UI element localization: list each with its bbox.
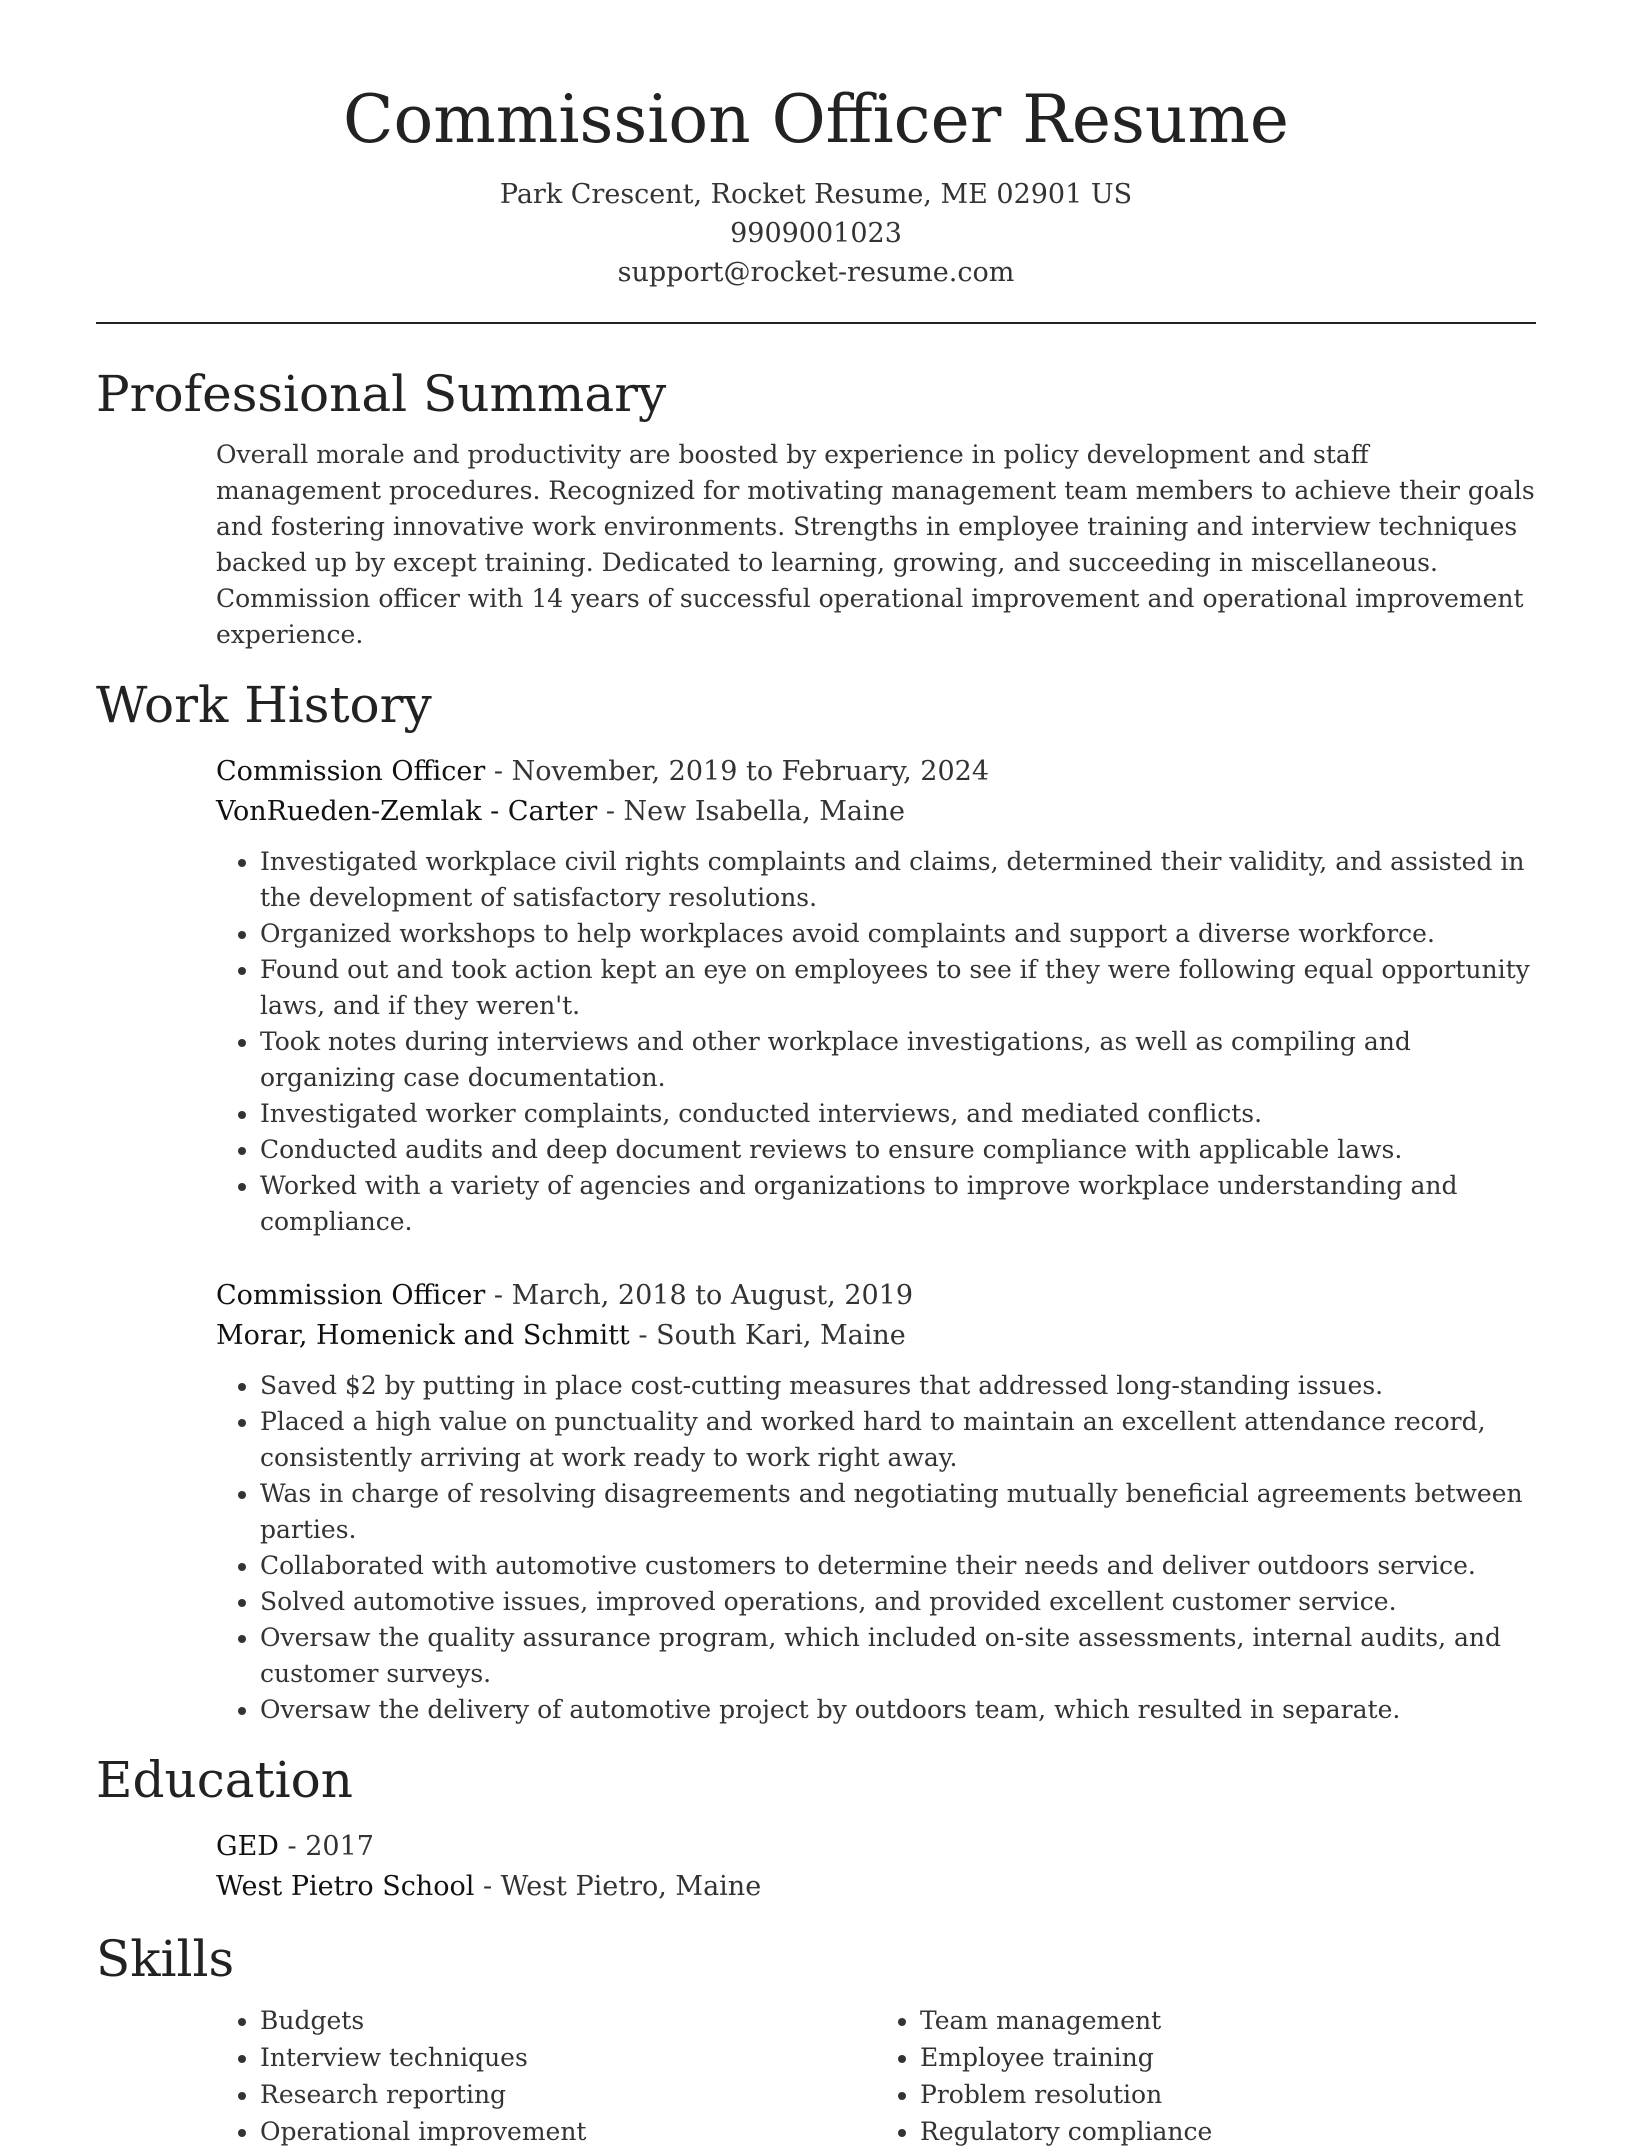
education-location: - West Pietro, Maine — [474, 1871, 762, 1903]
job-bullets — [216, 1368, 1536, 1728]
job-bullet: • Collaborated with automotive customers to determine their needs and deliver outdoors service. — [260, 1548, 1536, 1584]
skills-right-column — [876, 2002, 1536, 2150]
job-company-line — [216, 1316, 1536, 1356]
skill-item: • Problem resolution — [920, 2076, 1536, 2113]
contact-address: Park Crescent, Rocket Resume, ME 02901 US — [499, 179, 1133, 211]
job-entry — [216, 752, 1536, 1240]
job-bullet: • Was in charge of resolving disagreements and negotiating mutually beneficial agreements between parties. — [260, 1476, 1536, 1548]
education-heading: Education — [96, 1751, 353, 1810]
job-bullet: • Took notes during interviews and other workplace investigations, as well as compiling and organizing case documentation. — [260, 1024, 1536, 1096]
summary-heading: Professional Summary — [96, 365, 667, 424]
skill-item: • Employee training — [920, 2039, 1536, 2076]
education-degree: GED — [216, 1831, 279, 1863]
job-bullet: • Organized workshops to help workplaces avoid complaints and support a diverse workforce. — [260, 916, 1536, 952]
skill-item: • Regulatory compliance — [920, 2113, 1536, 2150]
education-year: - 2017 — [278, 1831, 374, 1863]
job-bullet: • Investigated workplace civil rights complaints and claims, determined their validity, and assisted in the development of satisfactory resolutions. — [260, 844, 1536, 916]
job-location: - South Kari, Maine — [629, 1320, 906, 1352]
job-dates: - March, 2018 to August, 2019 — [485, 1280, 914, 1312]
education-school: West Pietro School — [216, 1871, 475, 1903]
job-bullet: • Conducted audits and deep document reviews to ensure compliance with applicable laws. — [260, 1132, 1536, 1168]
job-bullet: • Found out and took action kept an eye on employees to see if they were following equal opportunity laws, and if they weren't. — [260, 952, 1536, 1024]
education-school-line — [216, 1867, 1536, 1907]
skill-item: • Interview techniques — [260, 2039, 876, 2076]
contact-email: support@rocket-resume.com — [617, 257, 1015, 289]
job-company-line — [216, 792, 1536, 832]
resume-title: Commission Officer Resume — [342, 81, 1289, 158]
job-bullet: • Solved automotive issues, improved operations, and provided excellent customer service. — [260, 1584, 1536, 1620]
skills-columns — [216, 2002, 1536, 2150]
job-bullet: • Worked with a variety of agencies and organizations to improve workplace understanding and compliance. — [260, 1168, 1536, 1240]
job-company: VonRueden-Zemlak - Carter — [216, 796, 598, 828]
education-degree-line — [216, 1827, 1536, 1867]
job-bullets — [216, 844, 1536, 1240]
job-company: Morar, Homenick and Schmitt — [216, 1320, 630, 1352]
skill-item: • Operational improvement — [260, 2113, 876, 2150]
contact-info — [96, 175, 1536, 292]
job-dates: - November, 2019 to February, 2024 — [485, 756, 990, 788]
job-title-line — [216, 1276, 1536, 1316]
job-entry — [216, 1276, 1536, 1728]
summary-text: Overall morale and productivity are boosted by experience in policy development and staff management procedures. Recognized for motivating management team members to achieve their goals and fostering innovative work environments. Strengths in employee training and interview techniques backed up by except training. Dedicated to learning, growing, and succeeding in miscellaneous. Commission officer with 14 years of successful operational improvement and operational improvement experience. — [216, 440, 1535, 650]
skill-item: • Team management — [920, 2002, 1536, 2039]
header-divider — [96, 322, 1536, 324]
education-section — [96, 1748, 1536, 1907]
summary-section — [96, 362, 1536, 653]
job-bullet: • Oversaw the quality assurance program, which included on-site assessments, internal audits, and customer surveys. — [260, 1620, 1536, 1692]
job-bullet: • Saved $2 by putting in place cost-cutting measures that addressed long-standing issues. — [260, 1368, 1536, 1404]
skills-left-column — [216, 2002, 876, 2150]
skill-item: • Research reporting — [260, 2076, 876, 2113]
contact-phone: 9909001023 — [730, 218, 902, 250]
job-bullet: • Investigated worker complaints, conducted interviews, and mediated conflicts. — [260, 1096, 1536, 1132]
skill-item: • Budgets — [260, 2002, 876, 2039]
job-bullet: • Placed a high value on punctuality and worked hard to maintain an excellent attendance record, consistently arriving at work ready to work right away. — [260, 1404, 1536, 1476]
skills-heading: Skills — [96, 1930, 235, 1989]
resume-header — [96, 0, 1536, 292]
job-role: Commission Officer — [216, 1280, 486, 1312]
education-entry — [216, 1827, 1536, 1907]
job-role: Commission Officer — [216, 756, 486, 788]
work-history-section — [96, 673, 1536, 1728]
skills-section — [96, 1927, 1536, 2150]
job-bullet: • Oversaw the delivery of automotive project by outdoors team, which resulted in separate. — [260, 1692, 1536, 1728]
work-history-heading: Work History — [96, 676, 432, 735]
job-location: - New Isabella, Maine — [597, 796, 906, 828]
job-title-line — [216, 752, 1536, 792]
